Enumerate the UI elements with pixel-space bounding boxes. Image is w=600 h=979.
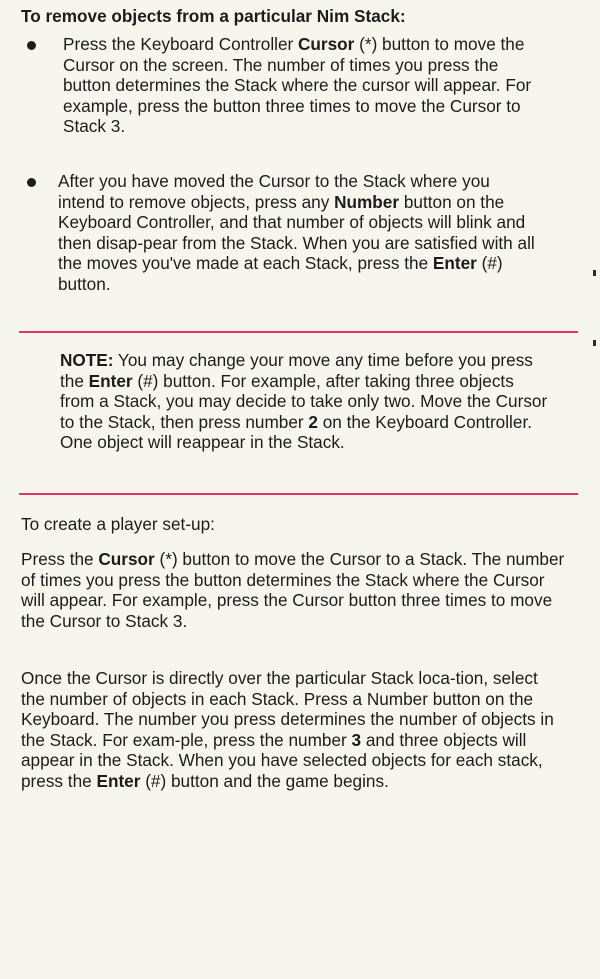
note-box: NOTE: You may change your move any time before you press the Enter (#) button. For example, after taking three objects from a Stack, you may decide to take only two. Move the Cursor to the Stack, then press number 2 on the Keyboard Controller. One object will reappear in the Stack. [60, 350, 548, 453]
bullet-dot-icon [27, 41, 36, 50]
setup-paragraph-cursor: Press the Cursor (*) button to move the Cursor to a Stack. The number of times you press the button determines the Stack where the Cursor will appear. For example, press the Cursor button three times to move the Cursor to Stack 3. [21, 549, 565, 631]
bullet-dot-icon [27, 178, 36, 187]
note-top-divider [19, 331, 578, 333]
setup-paragraph-objects: Once the Cursor is directly over the particular Stack loca-tion, select the number of objects in each Stack. Press a Number button on the Keyboard. The number you press determines the number of objects in the Stack. For exam-ple, press the number 3 and three objects will appear in the Stack. When you have selected objects for each stack, press the Enter (#) button and the game begins. [21, 668, 554, 791]
bullet-text: After you have moved the Cursor to the Stack where you intend to remove objects, press any Number button on the Keyboard Controller, and that number of objects will blink and then disap-pear from the Stack. When you are satisfied with all the moves you've made at each Stack, press the Enter (#) button. [58, 171, 535, 294]
section-heading: To remove objects from a particular Nim Stack: [21, 6, 406, 26]
bullet-text: Press the Keyboard Controller Cursor (*) button to move the Cursor on the screen. The number of times you press the button determines the Stack where the cursor will appear. For example, press the button three times to move the Cursor to Stack 3. [63, 34, 532, 137]
scan-edge-mark [593, 270, 596, 276]
note-bottom-divider [19, 493, 578, 495]
note-label: NOTE: [60, 350, 114, 370]
scan-edge-mark [593, 340, 596, 346]
setup-intro: To create a player set-up: [21, 514, 215, 534]
